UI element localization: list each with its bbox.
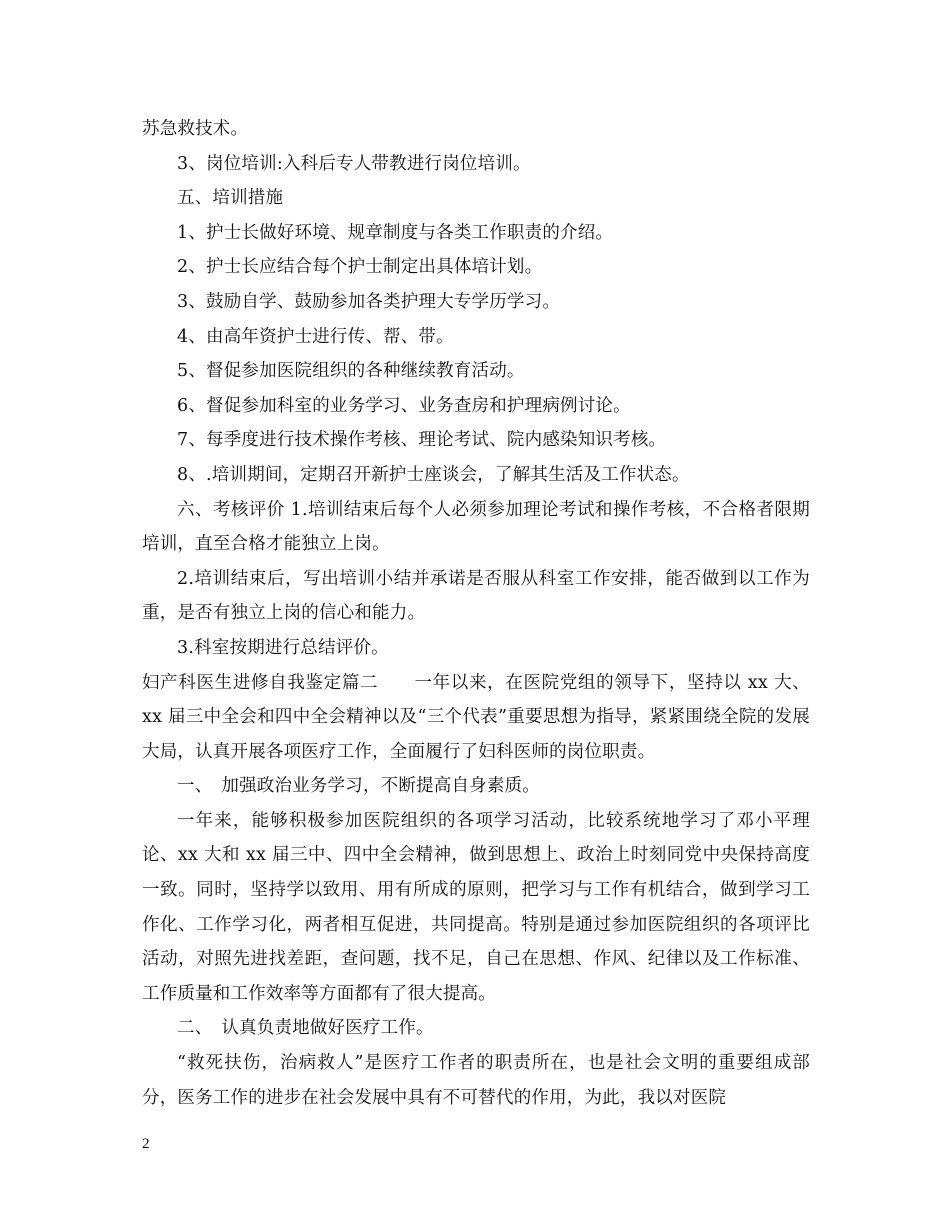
paragraph: 苏急救技术。 xyxy=(142,119,249,139)
list-item: 8、.培训期间，定期召开新护士座谈会，了解其生活及工作状态。 xyxy=(177,464,690,485)
paragraph: 3、岗位培训:入科后专人带教进行岗位培训。 xyxy=(177,153,531,174)
list-item: 7、每季度进行技术操作考核、理论考试、院内感染知识考核。 xyxy=(177,430,667,451)
section-heading: 五、培训措施 xyxy=(177,188,284,209)
list-item: 4、由高年资护士进行传、帮、带。 xyxy=(177,326,454,347)
paragraph: 一年来，能够积极参加医院组织的各项学习活动，比较系统地学习了邓小平理论、xx 大和 xx 届三中、四中全会精神，做到思想上、政治上时刻同党中央保持高度一致。同时，坚持学以致用、用有所成的原则，把学习与工作有机结合，做到学习工作化、工作学习化，两者相互促进，共同提高。特别是通过参加医院组织的各项评比活动，对照先进找差距，查问题，找不足，自己在思想、作风、纪律以及工作标准、工作质量和工作效率等方面都有了很大提高。 xyxy=(142,810,810,1004)
section-heading: 一、 加强政治业务学习，不断提高自身素质。 xyxy=(177,776,540,797)
paragraph: 六、考核评价 1.培训结束后每个人必须参加理论考试和操作考核，不合格者限期培训，直至合格才能独立上岗。 xyxy=(142,499,810,555)
paragraph: “救死扶伤，治病救人”是医疗工作者的职责所在，也是社会文明的重要组成部分，医务工作的进步在社会发展中具有不可替代的作用，为此，我以对医院 xyxy=(142,1053,810,1108)
paragraph: 3.科室按期进行总结评价。 xyxy=(177,637,389,658)
paragraph: 妇产科医生进修自我鉴定篇二 一年以来，在医院党组的领导下，坚持以 xx 大、xx 届三中全会和四中全会精神以及“三个代表”重要思想为指导，紧紧围绕全院的发展大局，认真开展各项医疗工作，全面履行了妇科医师的岗位职责。 xyxy=(142,672,810,762)
paragraph: 2.培训结束后，写出培训小结并承诺是否服从科室工作安排，能否做到以工作为重，是否有独立上岗的信心和能力。 xyxy=(142,568,810,624)
list-item: 6、督促参加科室的业务学习、业务查房和护理病例讨论。 xyxy=(177,395,631,416)
list-item: 3、鼓励自学、鼓励参加各类护理大专学历学习。 xyxy=(177,291,561,312)
section-heading: 二、 认真负责地做好医疗工作。 xyxy=(177,1018,434,1039)
list-item: 2、护士长应结合每个护士制定出具体培计划。 xyxy=(177,257,543,278)
page-number: 2 xyxy=(142,1136,150,1152)
list-item: 5、督促参加医院组织的各种继续教育活动。 xyxy=(177,361,525,382)
document-body xyxy=(142,112,810,1115)
list-item: 1、护士长做好环境、规章制度与各类工作职责的介绍。 xyxy=(177,222,614,243)
